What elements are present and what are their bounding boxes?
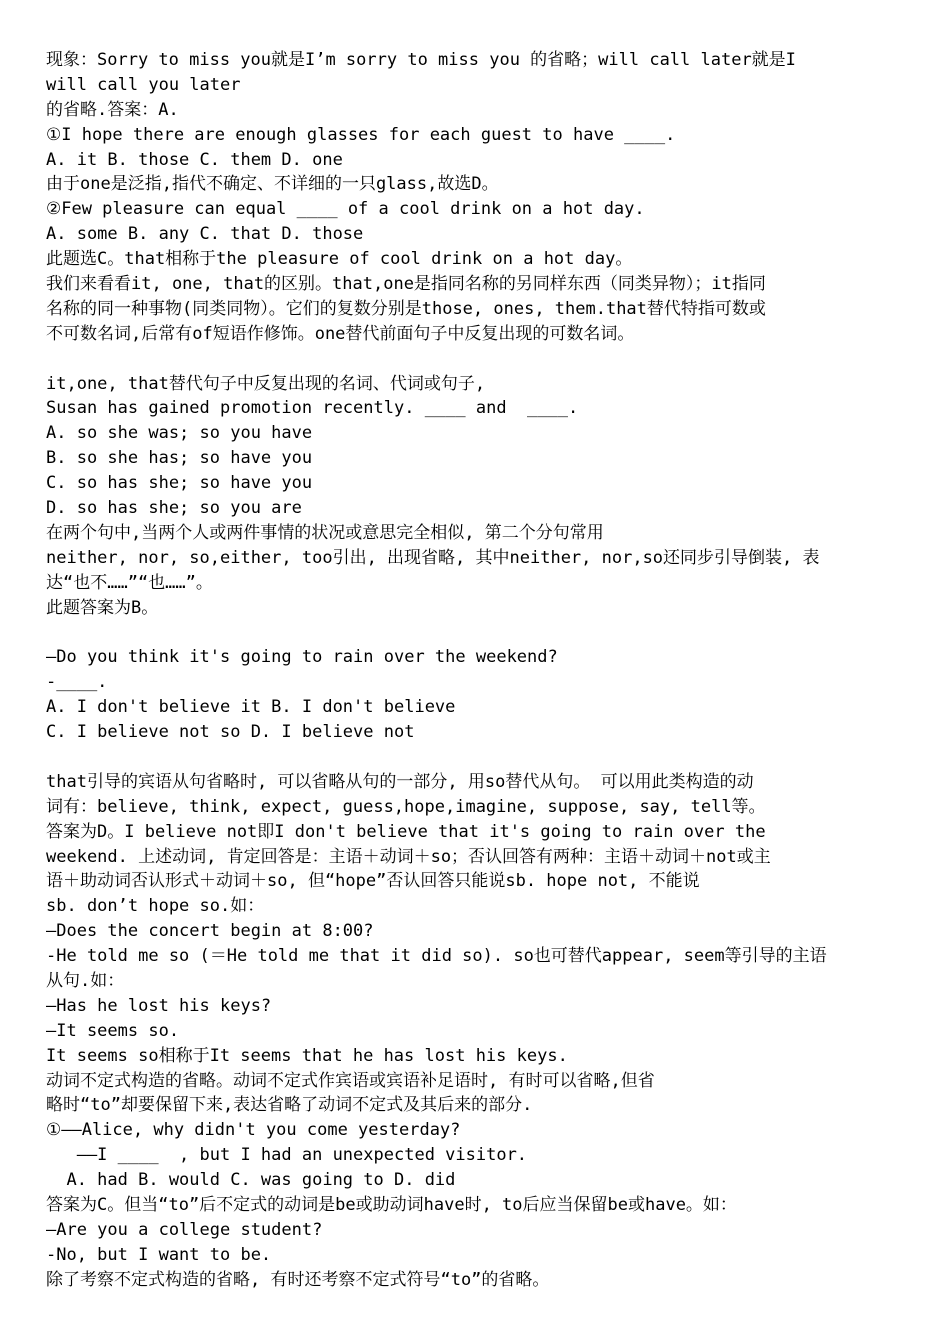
text-line: Susan has gained promotion recently. ____ and ____.: [46, 398, 579, 419]
text-line: 略时“to”却要保留下来,表达省略了动词不定式及其后来的部分.: [46, 1095, 533, 1116]
text-line: 此题答案为B。: [46, 597, 159, 618]
blank-line: [46, 620, 904, 645]
text-line: 答案为C。但当“to”后不定式的动词是be或助动词have时, to后应当保留be或have。如：: [46, 1194, 737, 1215]
text-line: —Are you a college student?: [46, 1219, 323, 1240]
text-line: 此题选C。that相称于the pleasure of cool drink on a hot day。: [46, 249, 633, 270]
text-line: 名称的同一种事物(同类同物）。它们的复数分别是those, ones, them.that替代特指可数或: [46, 298, 766, 319]
blank-line: [46, 347, 904, 372]
text-line: 在两个句中,当两个人或两件事情的状况或意思完全相似, 第二个分句常用: [46, 522, 604, 543]
text-line: that引导的宾语从句省略时, 可以省略从句的一部分, 用so替代从句。 可以用此类构造的动: [46, 771, 754, 792]
text-line: it,one, that替代句子中反复出现的名词、代词或句子,: [46, 373, 486, 394]
text-line: 语＋助动词否认形式＋动词＋so, 但“hope”否认回答只能说sb. hope not, 不能说: [46, 871, 700, 892]
text-line: A. it B. those C. them D. one: [46, 149, 343, 170]
text-line: 的省略.答案：A.: [46, 99, 179, 120]
text-line: 我们来看看it, one, that的区别。that,one是指同名称的另同样东西（同类异物）；it指同: [46, 274, 766, 295]
text-line: It seems so相称于It seems that he has lost his keys.: [46, 1045, 568, 1066]
text-line: ——I ____ , but I had an unexpected visitor.: [46, 1145, 528, 1166]
text-line: B. so she has; so have you: [46, 448, 313, 469]
text-line: A. so she was; so you have: [46, 423, 313, 444]
text-line: -He told me so (＝He told me that it did so). so也可替代appear, seem等引导的主语: [46, 946, 827, 967]
text-line: -____.: [46, 672, 108, 693]
text-line: ①——Alice, why didn't you come yesterday?: [46, 1120, 461, 1141]
text-line: A. I don't believe it B. I don't believe: [46, 697, 456, 718]
text-line: 词有：believe, think, expect, guess,hope,imagine, suppose, say, tell等。: [46, 796, 766, 817]
text-line: C. so has she; so have you: [46, 473, 313, 494]
text-line: —It seems so.: [46, 1020, 180, 1041]
text-line: 动词不定式构造的省略。动词不定式作宾语或宾语补足语时, 有时可以省略,但省: [46, 1070, 655, 1091]
blank-line: [46, 745, 904, 770]
text-line: 由于one是泛指,指代不确定、不详细的一只glass,故选D。: [46, 174, 499, 195]
text-line: A. some B. any C. that D. those: [46, 224, 364, 245]
text-line: will call you later: [46, 74, 241, 95]
text-line: 现象：Sorry to miss you就是I’m sorry to miss you 的省略；will call later就是I: [46, 50, 796, 70]
text-line: ②Few pleasure can equal ____ of a cool drink on a hot day.: [46, 199, 645, 220]
text-line: C. I believe not so D. I believe not: [46, 722, 415, 743]
text-line: neither, nor, so,either, too引出, 出现省略, 其中neither, nor,so还同步引导倒装, 表: [46, 547, 820, 568]
text-line: 答案为D。I believe not即I don't believe that it's going to rain over the: [46, 821, 766, 842]
text-line: -No, but I want to be.: [46, 1244, 272, 1265]
text-line: 除了考察不定式构造的省略, 有时还考察不定式符号“to”的省略。: [46, 1269, 550, 1290]
text-line: —Has he lost his keys?: [46, 995, 272, 1016]
text-line: weekend. 上述动词, 肯定回答是：主语＋动词＋so；否认回答有两种：主语＋动词＋not或主: [46, 846, 771, 867]
text-line: 达“也不……”“也……”。: [46, 572, 213, 593]
text-line: A. had B. would C. was going to D. did: [46, 1170, 456, 1191]
text-line: ①I hope there are enough glasses for each guest to have ____.: [46, 124, 676, 145]
text-line: D. so has she; so you are: [46, 498, 302, 519]
text-line: —Does the concert begin at 8:00?: [46, 921, 374, 942]
text-line: sb. don’t hope so.如：: [46, 896, 265, 917]
text-line: —Do you think it's going to rain over the weekend?: [46, 647, 558, 668]
text-line: 不可数名词,后常有of短语作修饰。one替代前面句子中反复出现的可数名词。: [46, 323, 635, 344]
text-line: 从句.如：: [46, 970, 125, 991]
